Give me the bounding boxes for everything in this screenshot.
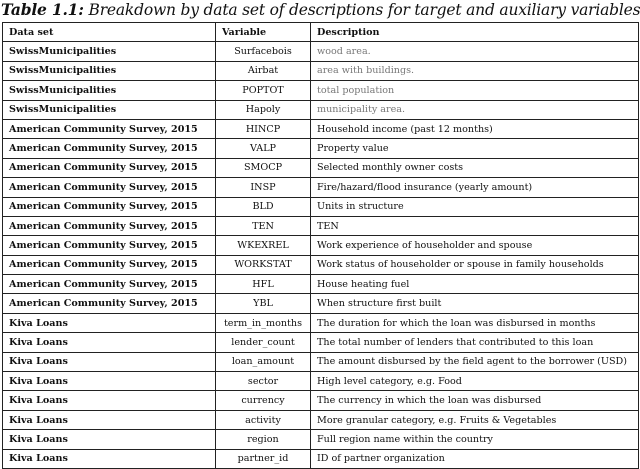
cell-description: High level category, e.g. Food [311,372,639,391]
cell-description: Work status of householder or spouse in family households [311,255,639,274]
header-row [3,23,639,42]
table-row [3,197,639,216]
cell-dataset: SwissMunicipalities [3,81,216,100]
table-row [3,255,639,274]
cell-description: wood area. [311,42,639,61]
variables-table [2,22,639,469]
cell-variable: TEN [216,216,311,235]
table-row [3,333,639,352]
cell-description: Property value [311,139,639,158]
caption-label: Table 1.1: [1,0,84,19]
cell-dataset: American Community Survey, 2015 [3,119,216,138]
cell-variable: INSP [216,178,311,197]
cell-dataset: Kiva Loans [3,372,216,391]
cell-description: The currency in which the loan was disbursed [311,391,639,410]
table-row [3,236,639,255]
cell-dataset: Kiva Loans [3,352,216,371]
cell-description: House heating fuel [311,275,639,294]
cell-dataset: American Community Survey, 2015 [3,236,216,255]
cell-dataset: Kiva Loans [3,449,216,468]
cell-dataset: SwissMunicipalities [3,100,216,119]
cell-description: Work experience of householder and spouse [311,236,639,255]
table-row [3,216,639,235]
cell-dataset: American Community Survey, 2015 [3,275,216,294]
table-row [3,100,639,119]
cell-description: Fire/hazard/flood insurance (yearly amount) [311,178,639,197]
table-row [3,119,639,138]
caption-text: Breakdown by data set of descriptions for target and auxiliary variables [88,1,640,19]
cell-dataset: Kiva Loans [3,313,216,332]
cell-variable: sector [216,372,311,391]
cell-dataset: American Community Survey, 2015 [3,216,216,235]
cell-variable: currency [216,391,311,410]
cell-description: Selected monthly owner costs [311,158,639,177]
cell-dataset: American Community Survey, 2015 [3,178,216,197]
cell-variable: Airbat [216,61,311,80]
table-row [3,372,639,391]
header-variable: Variable [216,23,311,42]
cell-variable: HINCP [216,119,311,138]
table-row [3,449,639,468]
table-row [3,352,639,371]
cell-variable: region [216,430,311,449]
cell-variable: WORKSTAT [216,255,311,274]
cell-description: The total number of lenders that contributed to this loan [311,333,639,352]
cell-dataset: American Community Survey, 2015 [3,158,216,177]
table-row [3,410,639,429]
table-row [3,61,639,80]
table-row [3,430,639,449]
table-row [3,178,639,197]
cell-variable: SMOCP [216,158,311,177]
cell-variable: activity [216,410,311,429]
table-row [3,313,639,332]
cell-description: Full region name within the country [311,430,639,449]
cell-variable: VALP [216,139,311,158]
cell-description: ID of partner organization [311,449,639,468]
cell-variable: loan_amount [216,352,311,371]
table-row [3,294,639,313]
cell-dataset: Kiva Loans [3,391,216,410]
cell-description: More granular category, e.g. Fruits & Vegetables [311,410,639,429]
cell-description: When structure first built [311,294,639,313]
cell-dataset: American Community Survey, 2015 [3,294,216,313]
table-caption [0,0,640,22]
cell-variable: Hapoly [216,100,311,119]
cell-variable: partner_id [216,449,311,468]
cell-dataset: SwissMunicipalities [3,61,216,80]
cell-dataset: Kiva Loans [3,410,216,429]
header-dataset: Data set [3,23,216,42]
cell-variable: HFL [216,275,311,294]
cell-description: Household income (past 12 months) [311,119,639,138]
table-row [3,139,639,158]
cell-dataset: Kiva Loans [3,430,216,449]
cell-description: area with buildings. [311,61,639,80]
cell-dataset: American Community Survey, 2015 [3,139,216,158]
cell-dataset: American Community Survey, 2015 [3,255,216,274]
table-row [3,42,639,61]
cell-variable: Surfacebois [216,42,311,61]
cell-description: The amount disbursed by the field agent to the borrower (USD) [311,352,639,371]
cell-description: The duration for which the loan was disbursed in months [311,313,639,332]
cell-description: municipality area. [311,100,639,119]
cell-description: TEN [311,216,639,235]
table-row [3,391,639,410]
cell-variable: BLD [216,197,311,216]
table-row [3,81,639,100]
cell-variable: YBL [216,294,311,313]
table-row [3,158,639,177]
cell-description: total population [311,81,639,100]
cell-variable: POPTOT [216,81,311,100]
header-description: Description [311,23,639,42]
cell-variable: term_in_months [216,313,311,332]
cell-dataset: SwissMunicipalities [3,42,216,61]
cell-dataset: American Community Survey, 2015 [3,197,216,216]
cell-description: Units in structure [311,197,639,216]
cell-variable: WKEXREL [216,236,311,255]
cell-variable: lender_count [216,333,311,352]
cell-dataset: Kiva Loans [3,333,216,352]
table-row [3,275,639,294]
